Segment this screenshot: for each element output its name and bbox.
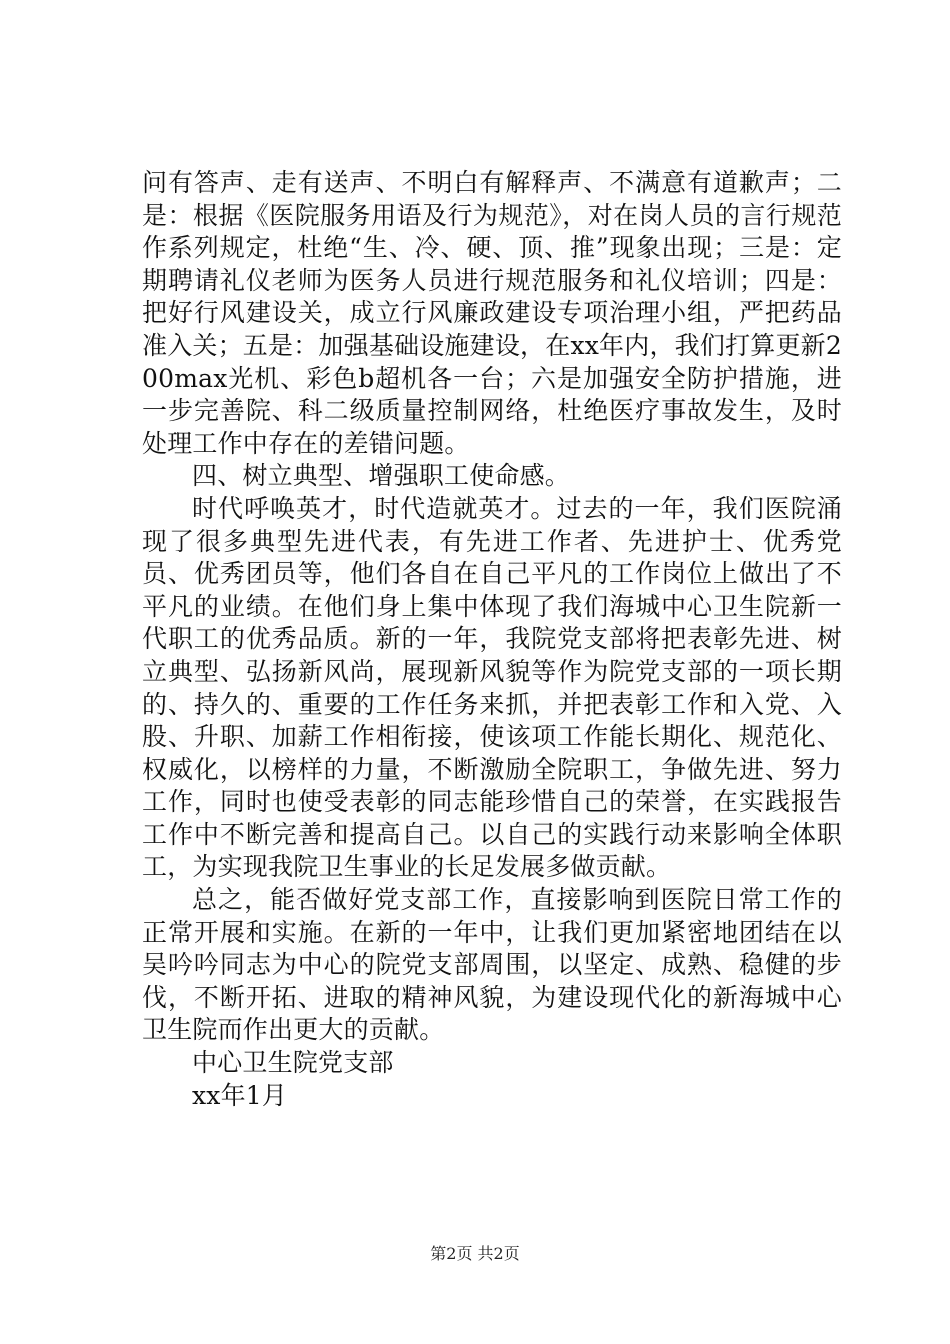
page-number: 第2页 共2页 bbox=[430, 1244, 520, 1263]
section-heading-four: 四、树立典型、增强职工使命感。 bbox=[192, 461, 571, 491]
signature-date: xx年1月 bbox=[192, 1080, 288, 1110]
paragraph-conclusion: 总之，能否做好党支部工作，直接影响到医院日常工作的正常开展和实施。在新的一年中，让我们更加紧密地团结在以吴吟吟同志为中心的院党支部周围，以坚定、成熟、稳健的步伐，不断开拓、进取的精神风貌，为建设现代化的新海城中心卫生院而作出更大的贡献。 bbox=[142, 885, 842, 1045]
signature-organization: 中心卫生院党支部 bbox=[192, 1048, 394, 1078]
document-body bbox=[142, 167, 842, 1112]
paragraph-service-measures: 问有答声、走有送声、不明白有解释声、不满意有道歉声；二是：根据《医院服务用语及行为规范》，对在岗人员的言行规范作系列规定，杜绝“生、冷、硬、顶、推”现象出现；三是：定期聘请礼仪老师为医务人员进行规范服务和礼仪培训；四是：把好行风建设关，成立行风廉政建设专项治理小组，严把药品准入关；五是：加强基础设施建设，在xx年内，我们打算更新200max光机、彩色b超机各一台；六是加强安全防护措施，进一步完善院、科二级质量控制网络，杜绝医疗事故发生，及时处理工作中存在的差错问题。 bbox=[142, 168, 842, 458]
paragraph-role-models: 时代呼唤英才，时代造就英才。过去的一年，我们医院涌现了很多典型先进代表，有先进工作者、先进护士、优秀党员、优秀团员等，他们各自在自己平凡的工作岗位上做出了不平凡的业绩。在他们身上集中体现了我们海城中心卫生院新一代职工的优秀品质。新的一年，我院党支部将把表彰先进、树立典型、弘扬新风尚，展现新风貌等作为院党支部的一项长期的、持久的、重要的工作任务来抓，并把表彰工作和入党、入股、升职、加薪工作相衔接，使该项工作能长期化、规范化、权威化，以榜样的力量，不断激励全院职工，争做先进、努力工作，同时也使受表彰的同志能珍惜自己的荣誉，在实践报告工作中不断完善和提高自己。以自己的实践行动来影响全体职工，为实现我院卫生事业的长足发展多做贡献。 bbox=[142, 493, 842, 882]
